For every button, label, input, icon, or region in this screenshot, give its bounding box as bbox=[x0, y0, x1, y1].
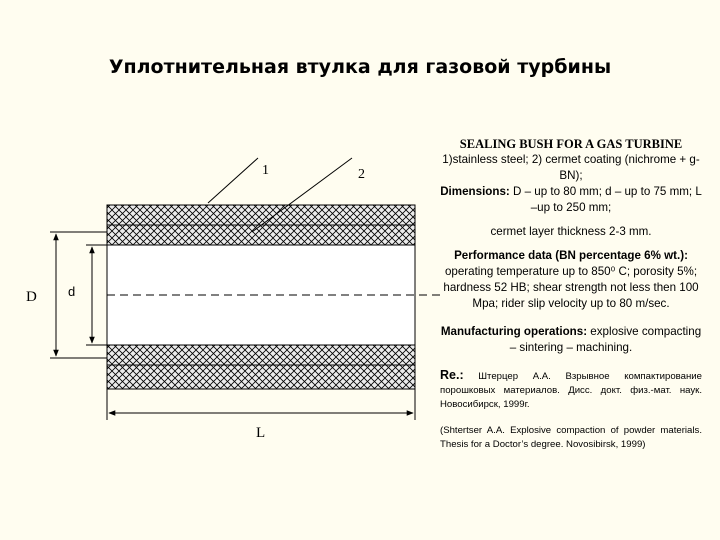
dimensions-paragraph bbox=[440, 184, 702, 216]
layer-thickness-text: cermet layer thickness 2-3 mm. bbox=[490, 225, 652, 238]
reference-ru bbox=[440, 368, 702, 412]
label-D: D bbox=[26, 289, 37, 305]
reference-label: Re.: bbox=[440, 368, 464, 382]
manufacturing-text: explosive compacting – sintering – machining. bbox=[509, 325, 702, 354]
leader-1 bbox=[208, 158, 258, 203]
description-panel bbox=[440, 136, 702, 452]
manufacturing-label: Manufacturing operations: bbox=[440, 325, 588, 338]
label-L: L bbox=[256, 425, 266, 441]
page-title: Уплотнительная втулка для газовой турбины bbox=[108, 56, 612, 78]
dimensions-text: D – up to 80 mm; d – up to 75 mm; L –up to 250 mm; bbox=[513, 185, 702, 214]
bottom-steel-layer bbox=[107, 365, 415, 389]
bottom-cermet-layer bbox=[107, 345, 415, 365]
performance-paragraph bbox=[440, 248, 702, 312]
materials-text: 1)stainless steel; 2) cermet coating (nichrome + g-BN); bbox=[442, 153, 700, 182]
performance-label: Performance data (BN percentage 6% wt.): bbox=[454, 249, 688, 262]
dimensions-label: Dimensions: bbox=[440, 185, 510, 198]
description-heading: SEALING BUSH FOR A GAS TURBINE bbox=[459, 137, 683, 151]
label-1: 1 bbox=[262, 163, 269, 178]
label-d: d bbox=[68, 284, 76, 299]
manufacturing-paragraph bbox=[440, 324, 702, 356]
reference-en: (Shtertser A.A. Explosive compaction of powder materials. Thesis for a Doctor’s degree. Novosibirsk, 1999) bbox=[440, 425, 702, 450]
reference-ru-text: Штерцер А.А. Взрывное компактирование порошковых материалов. Дисс. докт. физ.-мат. наук. Новосибирск, 1999г. bbox=[440, 371, 703, 410]
top-cermet-layer bbox=[107, 225, 415, 245]
performance-text: operating temperature up to 850⁰ C; porosity 5%; hardness 52 HB; shear strength not less then 100 Mpa; rider slip velocity up to 80 m/sec. bbox=[443, 265, 699, 310]
top-steel-layer bbox=[107, 205, 415, 225]
label-2: 2 bbox=[358, 167, 365, 182]
